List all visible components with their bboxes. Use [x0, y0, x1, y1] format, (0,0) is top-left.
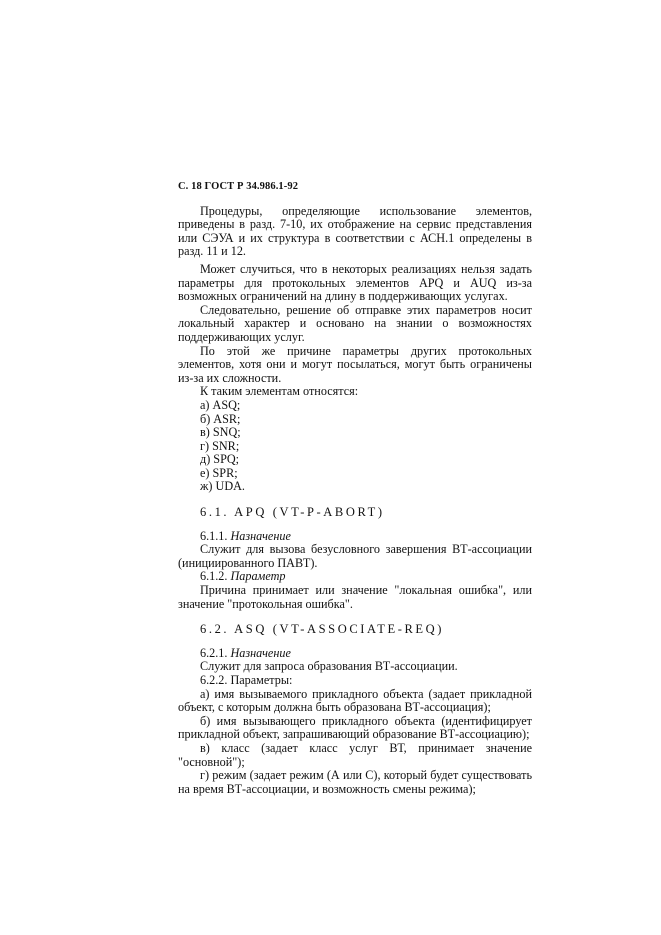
list-item: ж) UDA. [200, 479, 245, 494]
paragraph-list-intro: К таким элементам относятся: [200, 384, 359, 399]
list-item: б) ASR; [200, 411, 241, 426]
document-page [178, 180, 532, 796]
section-heading-6-1: 6.1. APQ (VT-P-ABORT) [200, 505, 385, 520]
section-heading-6-2: 6.2. ASQ (VT-ASSOCIATE-REQ) [200, 622, 445, 637]
subsection-6-1-2 [178, 570, 532, 584]
list-item: д) SPQ; [200, 452, 240, 467]
list-item: а) ASQ; [200, 397, 241, 412]
paragraph-procedures: Процедуры, определяющие использование элементов, приведены в разд. 7-10, их отображение на сервис представления или СЭУА и их структура в соответствии с АСН.1 определены в разд. 11 и 12. [178, 203, 532, 259]
subsection-number: 6.2.1. [200, 645, 228, 660]
list-item: е) SPR; [200, 465, 238, 480]
paragraph-limitations: Может случиться, что в некоторых реализациях нельзя задать параметры для протокольных элементов APQ и AUQ из-за возможных ограничений на длину в поддерживающих услугах. [178, 261, 532, 304]
list-item: в) SNQ; [200, 425, 241, 440]
parameter-item: в) класс (задает класс услуг ВТ, принимает значение "основной"); [178, 740, 532, 769]
paragraph-parameter-apq: Причина принимает или значение "локальная ошибка", или значение "протокольная ошибка". [178, 583, 532, 611]
page-header: С. 18 ГОСТ Р 34.986.1-92 [178, 181, 299, 192]
subsection-6-1-1 [178, 530, 532, 544]
subsection-title: Параметр [230, 569, 286, 584]
subsection-title: Назначение [230, 645, 291, 660]
subsection-6-2-2: 6.2.2. Параметры: [200, 673, 293, 687]
paragraph-other-elements: По этой же причине параметры других протокольных элементов, хотя они и могут посылаться, могут быть ограничены из-за их сложности. [178, 343, 532, 385]
paragraph-consequence: Следовательно, решение об отправке этих параметров носит локальный характер и основано на знании о возможностях поддерживающих услуг. [178, 302, 532, 344]
subsection-number: 6.1.1. [200, 528, 228, 543]
subsection-6-2-1 [178, 647, 532, 661]
subsection-title: Назначение [230, 528, 291, 543]
subsection-number: 6.1.2. [200, 569, 228, 584]
elements-list [178, 399, 532, 494]
paragraph-purpose-apq: Служит для вызова безусловного завершения ВТ-ассоциации (инициированного ПАВТ). [178, 542, 532, 570]
paragraph-purpose-asq: Служит для запроса образования ВТ-ассоциации. [200, 659, 458, 674]
parameter-item: г) режим (задает режим (А или С), который будет существовать на время ВТ-ассоциации, и возможность смены режима); [178, 768, 532, 796]
list-item: г) SNR; [200, 438, 240, 453]
parameter-item: а) имя вызываемого прикладного объекта (задает прикладной объект, с которым должна быть образована ВТ-ассоциация); [178, 686, 532, 715]
parameter-item: б) имя вызывающего прикладного объекта (идентифицирует прикладной объект, запрашивающий образование ВТ-ассоциацию); [178, 713, 532, 742]
